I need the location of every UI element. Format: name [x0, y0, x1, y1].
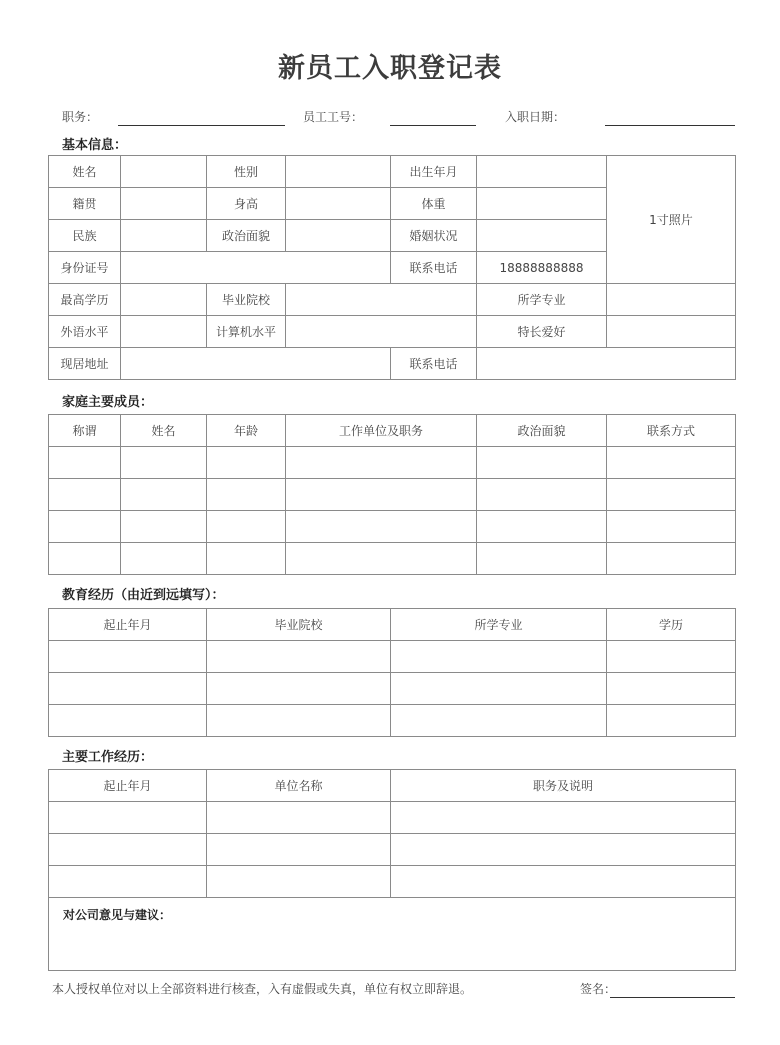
school-label: 毕业院校 [207, 284, 286, 316]
language-field[interactable] [121, 316, 207, 348]
weight-field[interactable] [477, 188, 607, 220]
table-cell[interactable] [49, 641, 207, 673]
education-field[interactable] [121, 284, 207, 316]
table-cell[interactable] [477, 447, 607, 479]
table-cell[interactable] [49, 479, 121, 511]
marital-field[interactable] [477, 220, 607, 252]
table-cell[interactable] [391, 866, 736, 898]
table-cell[interactable] [607, 673, 736, 705]
table-cell[interactable] [477, 511, 607, 543]
major-field[interactable] [607, 284, 736, 316]
table-cell[interactable] [607, 641, 736, 673]
table-row [49, 447, 736, 479]
position-field[interactable] [118, 125, 285, 126]
edu-header-degree: 学历 [607, 609, 736, 641]
table-cell[interactable] [391, 802, 736, 834]
section-basic-title: 基本信息： [62, 138, 128, 153]
weight-label: 体重 [391, 188, 477, 220]
table-row [49, 641, 736, 673]
table-cell[interactable] [477, 543, 607, 575]
table-cell[interactable] [607, 705, 736, 737]
table-cell[interactable] [121, 543, 207, 575]
employee-id-field[interactable] [390, 125, 476, 126]
family-header-relation: 称谓 [49, 415, 121, 447]
family-header-political: 政治面貌 [477, 415, 607, 447]
table-cell[interactable] [286, 511, 477, 543]
table-cell[interactable] [207, 479, 286, 511]
table-cell[interactable] [391, 641, 607, 673]
height-field[interactable] [286, 188, 391, 220]
table-row [49, 705, 736, 737]
table-cell[interactable] [49, 834, 207, 866]
table-cell[interactable] [49, 511, 121, 543]
entry-date-field[interactable] [605, 125, 735, 126]
work-table [48, 769, 736, 971]
table-row [49, 673, 736, 705]
id-number-label: 身份证号 [49, 252, 121, 284]
computer-field[interactable] [286, 316, 477, 348]
table-row [49, 834, 736, 866]
table-cell[interactable] [49, 447, 121, 479]
phone-label: 联系电话 [391, 252, 477, 284]
phone-label-2: 联系电话 [391, 348, 477, 380]
table-cell[interactable] [207, 705, 391, 737]
position-label: 职务： [62, 110, 99, 124]
table-cell[interactable] [207, 834, 391, 866]
ethnicity-label: 民族 [49, 220, 121, 252]
family-header-age: 年龄 [207, 415, 286, 447]
work-header-period: 起止年月 [49, 770, 207, 802]
table-cell[interactable] [607, 543, 736, 575]
table-row [49, 479, 736, 511]
table-cell[interactable] [207, 673, 391, 705]
computer-label: 计算机水平 [207, 316, 286, 348]
basic-info-table [48, 155, 736, 380]
entry-date-label: 入职日期： [505, 110, 566, 124]
family-table [48, 414, 736, 575]
native-place-label: 籍贯 [49, 188, 121, 220]
birth-field[interactable] [477, 156, 607, 188]
gender-field[interactable] [286, 156, 391, 188]
table-cell[interactable] [286, 447, 477, 479]
table-cell[interactable] [207, 447, 286, 479]
table-cell[interactable] [121, 511, 207, 543]
address-label: 现居地址 [49, 348, 121, 380]
hobby-label: 特长爱好 [477, 316, 607, 348]
section-work-title: 主要工作经历： [62, 750, 154, 765]
table-cell[interactable] [607, 447, 736, 479]
table-cell[interactable] [391, 834, 736, 866]
name-label: 姓名 [49, 156, 121, 188]
table-cell[interactable] [49, 673, 207, 705]
family-header-contact: 联系方式 [607, 415, 736, 447]
table-cell[interactable] [207, 641, 391, 673]
table-cell[interactable] [607, 479, 736, 511]
table-cell[interactable] [391, 673, 607, 705]
work-header-duties: 职务及说明 [391, 770, 736, 802]
signature-field[interactable] [610, 997, 735, 998]
phone-field-2[interactable] [477, 348, 736, 380]
table-cell[interactable] [207, 802, 391, 834]
section-family-title: 家庭主要成员： [62, 395, 154, 410]
edu-header-major: 所学专业 [391, 609, 607, 641]
table-cell[interactable] [286, 479, 477, 511]
table-cell[interactable] [49, 705, 207, 737]
political-field[interactable] [286, 220, 391, 252]
education-label: 最高学历 [49, 284, 121, 316]
employee-id-label: 员工工号： [303, 110, 364, 124]
table-cell[interactable] [49, 543, 121, 575]
major-label: 所学专业 [477, 284, 607, 316]
name-field[interactable] [121, 156, 207, 188]
table-row [49, 543, 736, 575]
edu-header-school: 毕业院校 [207, 609, 391, 641]
table-row [49, 511, 736, 543]
school-field[interactable] [286, 284, 477, 316]
table-cell[interactable] [207, 866, 391, 898]
table-cell[interactable] [607, 511, 736, 543]
page-title: 新员工入职登记表 [278, 53, 502, 84]
phone-value[interactable]: 18888888888 [477, 252, 607, 284]
height-label: 身高 [207, 188, 286, 220]
section-education-title: 教育经历（由近到远填写）： [62, 588, 225, 603]
edu-header-period: 起止年月 [49, 609, 207, 641]
work-header-company: 单位名称 [207, 770, 391, 802]
signature-label: 签名： [580, 982, 617, 996]
native-place-field[interactable] [121, 188, 207, 220]
language-label: 外语水平 [49, 316, 121, 348]
gender-label: 性别 [207, 156, 286, 188]
table-cell[interactable] [49, 866, 207, 898]
table-cell[interactable] [49, 802, 207, 834]
table-cell[interactable] [477, 479, 607, 511]
hobby-field[interactable] [607, 316, 736, 348]
opinion-field[interactable]: 对公司意见与建议： [49, 898, 736, 971]
table-cell[interactable] [121, 447, 207, 479]
table-cell[interactable] [121, 479, 207, 511]
education-table [48, 608, 736, 737]
table-cell[interactable] [391, 705, 607, 737]
table-row [49, 866, 736, 898]
birth-label: 出生年月 [391, 156, 477, 188]
table-cell[interactable] [207, 511, 286, 543]
address-field[interactable] [121, 348, 391, 380]
family-header-workplace: 工作单位及职务 [286, 415, 477, 447]
ethnicity-field[interactable] [121, 220, 207, 252]
authorization-statement: 本人授权单位对以上全部资料进行核查，入有虚假或失真，单位有权立即辞退。 [52, 982, 473, 996]
photo-cell[interactable]: 1寸照片 [607, 156, 736, 284]
table-cell[interactable] [207, 543, 286, 575]
table-row [49, 802, 736, 834]
family-header-name: 姓名 [121, 415, 207, 447]
id-number-field[interactable] [121, 252, 391, 284]
table-cell[interactable] [286, 543, 477, 575]
marital-label: 婚姻状况 [391, 220, 477, 252]
political-label: 政治面貌 [207, 220, 286, 252]
